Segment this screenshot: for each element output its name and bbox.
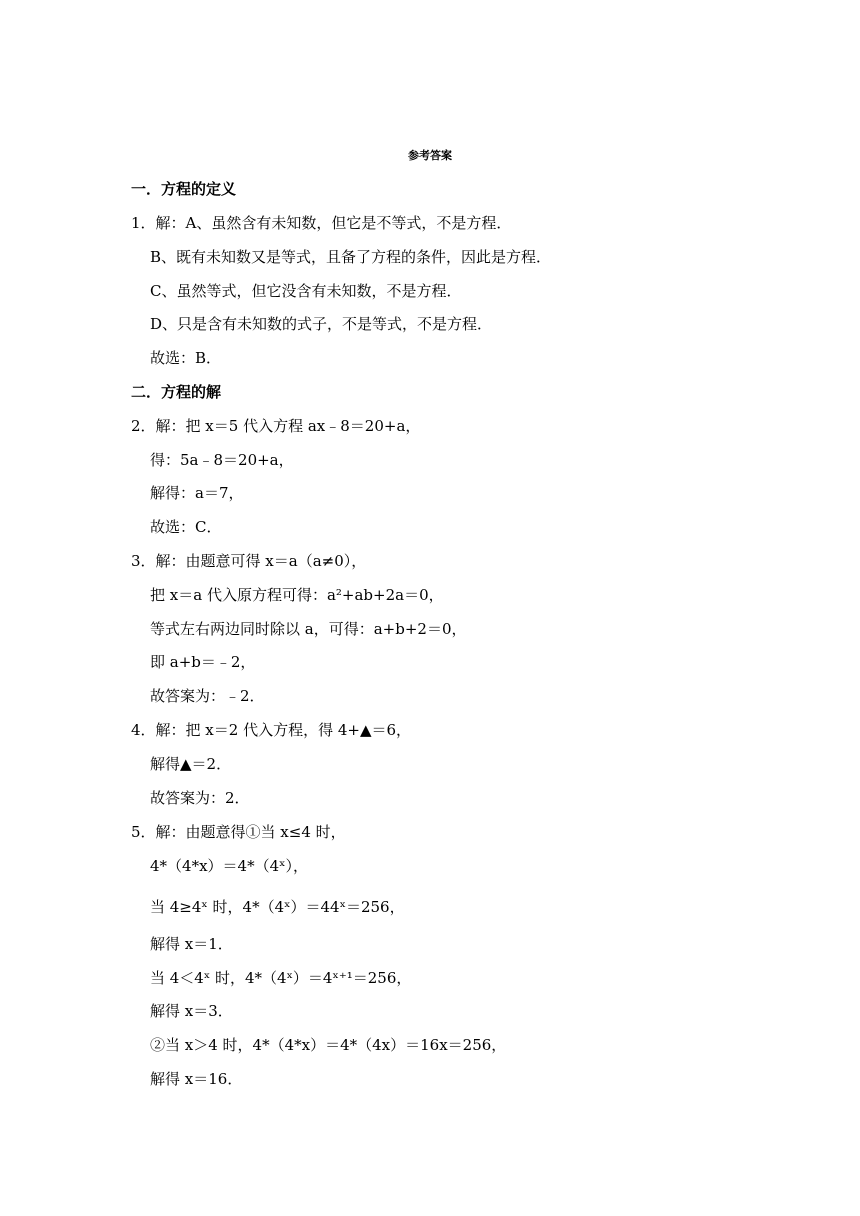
section-heading-definition: 一．方程的定义: [131, 180, 237, 198]
answer-line: 即 a+b＝﹣2，: [150, 653, 256, 671]
answer-line: 4*（4*x）＝4*（4ˣ），: [150, 857, 308, 875]
answer-line: 故答案为：2．: [150, 789, 250, 807]
answer-line: 得：5a﹣8＝20+a，: [150, 451, 294, 469]
answer-line: D、只是含有未知数的式子，不是等式，不是方程．: [150, 315, 493, 333]
answer-line: 故答案为：﹣2．: [150, 687, 265, 705]
answer-line: 3．解：由题意可得 x＝a（a≠0），: [131, 552, 367, 570]
answer-line: 5．解：由题意得①当 x≤4 时，: [131, 823, 346, 841]
answer-line: 1．解：A、虽然含有未知数，但它是不等式，不是方程．: [131, 214, 512, 232]
answer-line: 故选：C．: [150, 518, 222, 536]
answer-line: 解得 x＝1．: [150, 935, 233, 953]
answer-line: C、虽然等式，但它没含有未知数，不是方程．: [150, 282, 462, 300]
answer-line: 2．解：把 x＝5 代入方程 ax﹣8＝20+a，: [131, 417, 421, 435]
answer-line: 解得 x＝16．: [150, 1070, 243, 1088]
page-title: 参考答案: [408, 149, 452, 162]
answer-line: B、既有未知数又是等式，且备了方程的条件，因此是方程．: [150, 248, 552, 266]
answer-line: 解得：a＝7，: [150, 484, 244, 502]
answer-line: 解得▲＝2．: [150, 755, 232, 773]
answer-line: 解得 x＝3．: [150, 1002, 233, 1020]
answer-line: 等式左右两边同时除以 a，可得：a+b+2＝0，: [150, 620, 467, 638]
answer-line: 当 4≥4ˣ 时，4*（4ˣ）＝44ˣ＝256，: [150, 898, 405, 916]
answer-line: 4．解：把 x＝2 代入方程，得 4+▲＝6，: [131, 721, 412, 739]
answer-line: ②当 x＞4 时，4*（4*x）＝4*（4x）＝16x＝256，: [150, 1036, 507, 1054]
answer-line: 把 x＝a 代入原方程可得：a²+ab+2a＝0，: [150, 586, 444, 604]
section-heading-solution: 二．方程的解: [131, 383, 222, 401]
answer-line: 当 4＜4ˣ 时，4*（4ˣ）＝4ˣ⁺¹＝256，: [150, 969, 412, 987]
answer-line: 故选：B．: [150, 349, 222, 367]
